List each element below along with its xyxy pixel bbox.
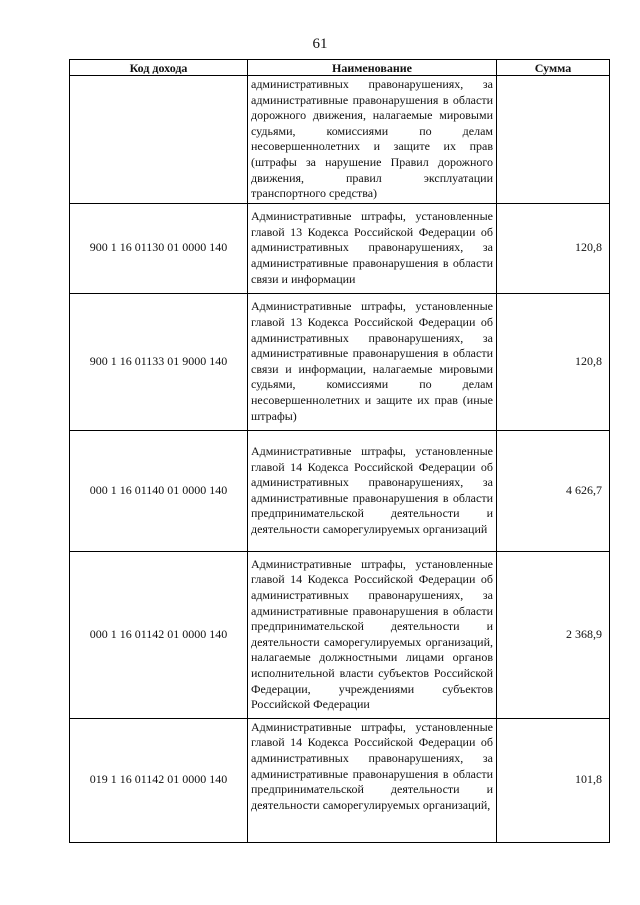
revenue-sum-cell	[497, 76, 610, 204]
table-row	[70, 430, 610, 551]
table-row	[70, 76, 610, 204]
table-row	[70, 203, 610, 293]
page-number: 61	[312, 36, 328, 52]
revenue-name-cell: Административные штрафы, установленные главой 14 Кодекса Российской Федерации об административных правонарушениях, за административные правонарушения в области предпринимательской деятельности и деятельности саморегулируемых организаций	[248, 430, 497, 551]
header-sum: Сумма	[497, 60, 610, 76]
revenue-sum-cell: 2 368,9	[497, 551, 610, 718]
header-name: Наименование	[248, 60, 497, 76]
revenue-sum-cell: 101,8	[497, 718, 610, 842]
table-body	[70, 76, 610, 843]
table-row	[70, 718, 610, 842]
revenue-sum-cell: 120,8	[497, 203, 610, 293]
revenue-name-cell: административных правонарушениях, за административные правонарушения в области дорожного движения, налагаемые мировыми судьями, комиссиями по делам несовершеннолетних и защите их прав (штрафы за нарушение Правил дорожного движения, правил эксплуатации транспортного средства)	[248, 76, 497, 204]
revenue-code-cell: 000 1 16 01140 01 0000 140	[70, 430, 248, 551]
table-row	[70, 551, 610, 718]
revenue-sum-cell: 120,8	[497, 293, 610, 430]
revenue-name-cell: Административные штрафы, установленные главой 14 Кодекса Российской Федерации об административных правонарушениях, за административные правонарушения в области предпринимательской деятельности и деятельности саморегулируемых организаций, налагаемые должностными лицами органов исполнительной власти субъектов Российской Федерации, учреждениями субъектов Российской Федерации	[248, 551, 497, 718]
revenue-code-cell: 900 1 16 01133 01 9000 140	[70, 293, 248, 430]
revenue-table	[69, 59, 610, 843]
revenue-name-cell: Административные штрафы, установленные главой 14 Кодекса Российской Федерации об административных правонарушениях, за административные правонарушения в области предпринимательской деятельности и деятельности саморегулируемых организаций,	[248, 718, 497, 842]
revenue-name-cell: Административные штрафы, установленные главой 13 Кодекса Российской Федерации об административных правонарушениях, за административные правонарушения в области связи и информации, налагаемые мировыми судьями, комиссиями по делам несовершеннолетних и защите их прав (иные штрафы)	[248, 293, 497, 430]
revenue-code-cell: 000 1 16 01142 01 0000 140	[70, 551, 248, 718]
header-row	[70, 60, 610, 76]
revenue-name-cell: Административные штрафы, установленные главой 13 Кодекса Российской Федерации об административных правонарушениях, за административные правонарушения в области связи и информации	[248, 203, 497, 293]
revenue-sum-cell: 4 626,7	[497, 430, 610, 551]
table-row	[70, 293, 610, 430]
header-code: Код дохода	[70, 60, 248, 76]
revenue-code-cell	[70, 76, 248, 204]
table-header	[70, 60, 610, 76]
revenue-code-cell: 019 1 16 01142 01 0000 140	[70, 718, 248, 842]
revenue-code-cell: 900 1 16 01130 01 0000 140	[70, 203, 248, 293]
